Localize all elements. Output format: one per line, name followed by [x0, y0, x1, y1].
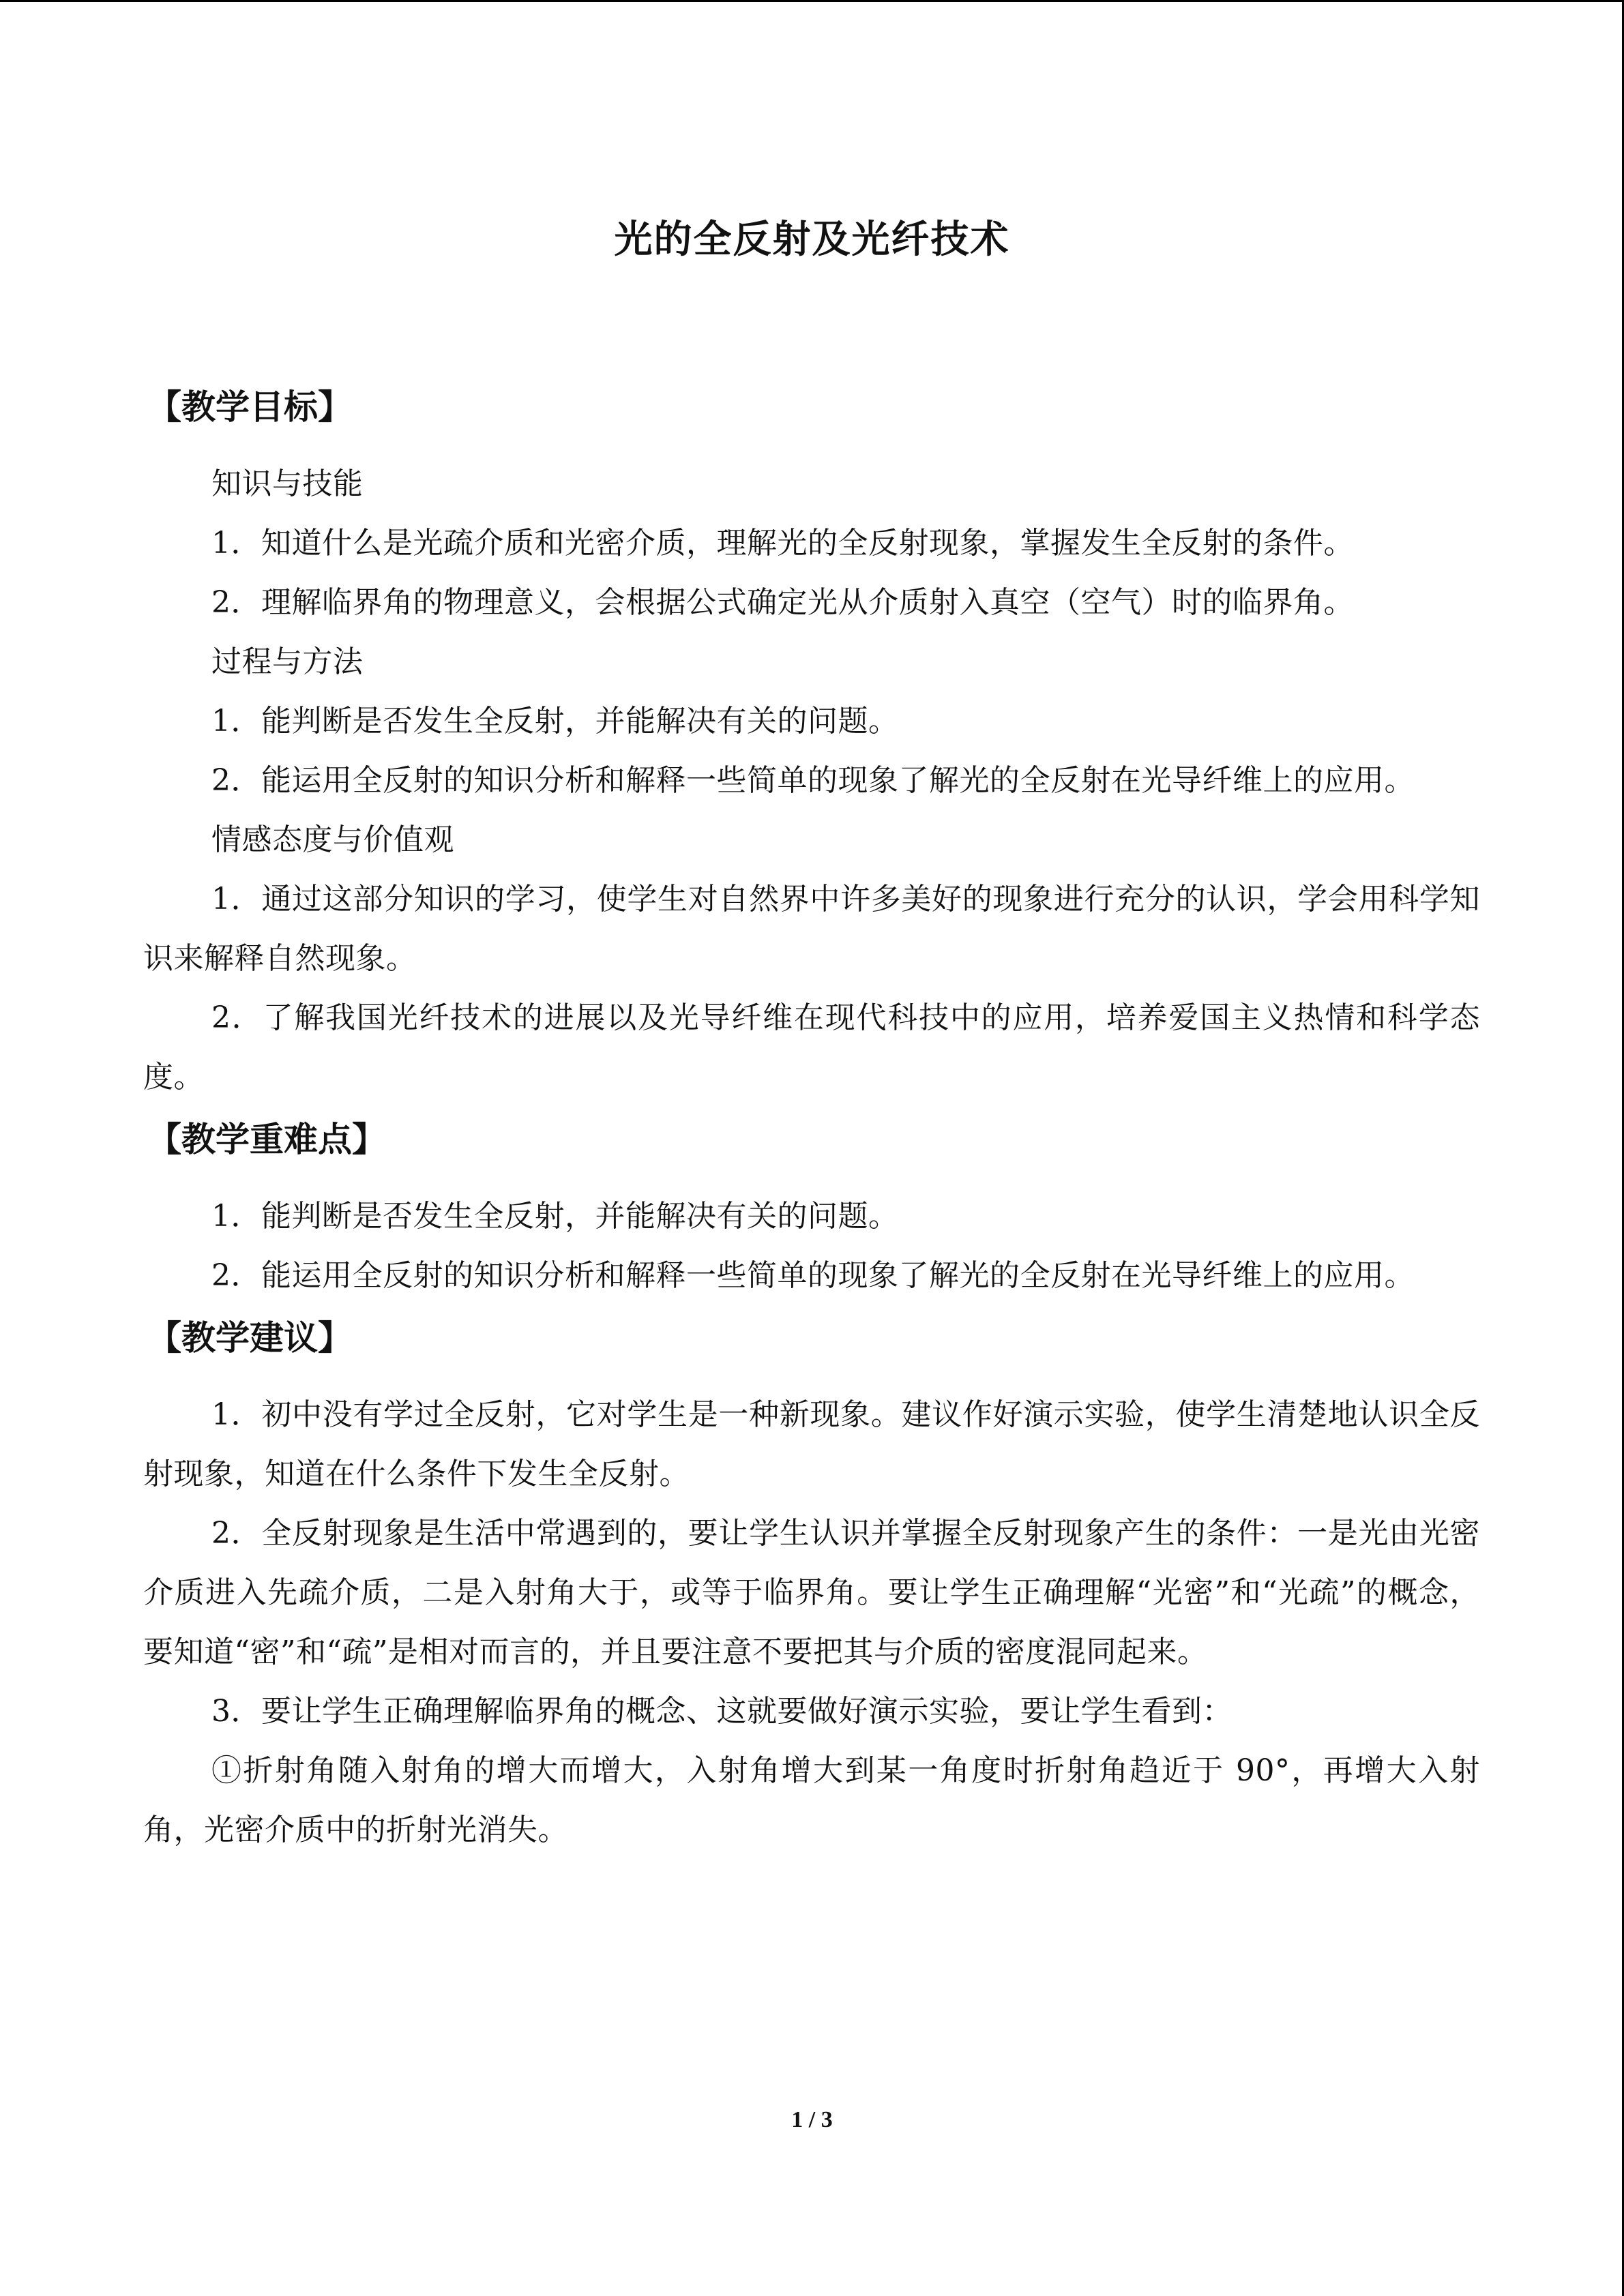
paragraph: 知识与技能 — [211, 466, 364, 501]
page-number: 1 / 3 — [791, 2107, 833, 2132]
paragraph: 1．初中没有学过全反射，它对学生是一种新现象。建议作好演示实验，使学生清楚地认识全反射现象，知道在什么条件下发生全反射。 — [143, 1397, 1480, 1491]
paragraph: 1．通过这部分知识的学习，使学生对自然界中许多美好的现象进行充分的认识，学会用科学知识来解释自然现象。 — [143, 882, 1480, 976]
page-title: 光的全反射及光纤技术 — [614, 217, 1010, 262]
section-heading-suggestions: 【教学建议】 — [147, 1317, 352, 1358]
paragraph: 2．能运用全反射的知识分析和解释一些简单的现象了解光的全反射在光导纤维上的应用。 — [211, 1258, 1415, 1293]
paragraph: 1．知道什么是光疏介质和光密介质，理解光的全反射现象，掌握发生全反射的条件。 — [211, 526, 1354, 561]
paragraph: 2．全反射现象是生活中常遇到的，要让学生认识并掌握全反射现象产生的条件：一是光由光密介质进入先疏介质，二是入射角大于，或等于临界角。要让学生正确理解“光密”和“光疏”的概念，要知道“密”和“疏”是相对而言的，并且要注意不要把其与介质的密度混同起来。 — [143, 1516, 1480, 1669]
paragraph: ①折射角随入射角的增大而增大，入射角增大到某一角度时折射角趋近于 90°，再增大入射角，光密介质中的折射光消失。 — [143, 1753, 1480, 1847]
paragraph: 过程与方法 — [211, 644, 364, 679]
paragraph: 2．了解我国光纤技术的进展以及光导纤维在现代科技中的应用，培养爱国主义热情和科学态度。 — [143, 1000, 1480, 1094]
paragraph: 1．能判断是否发生全反射，并能解决有关的问题。 — [211, 704, 899, 739]
paragraph: 2．能运用全反射的知识分析和解释一些简单的现象了解光的全反射在光导纤维上的应用。 — [211, 763, 1415, 798]
paragraph: 情感态度与价值观 — [211, 822, 454, 857]
paragraph: 1．能判断是否发生全反射，并能解决有关的问题。 — [211, 1199, 899, 1234]
section-heading-objectives: 【教学目标】 — [147, 387, 352, 427]
paragraph: 3．要让学生正确理解临界角的概念、这就要做好演示实验，要让学生看到： — [211, 1694, 1232, 1729]
section-heading-key-points: 【教学重难点】 — [147, 1119, 386, 1159]
paragraph: 2．理解临界角的物理意义，会根据公式确定光从介质射入真空（空气）时的临界角。 — [211, 585, 1354, 620]
document-body — [143, 383, 1480, 1860]
